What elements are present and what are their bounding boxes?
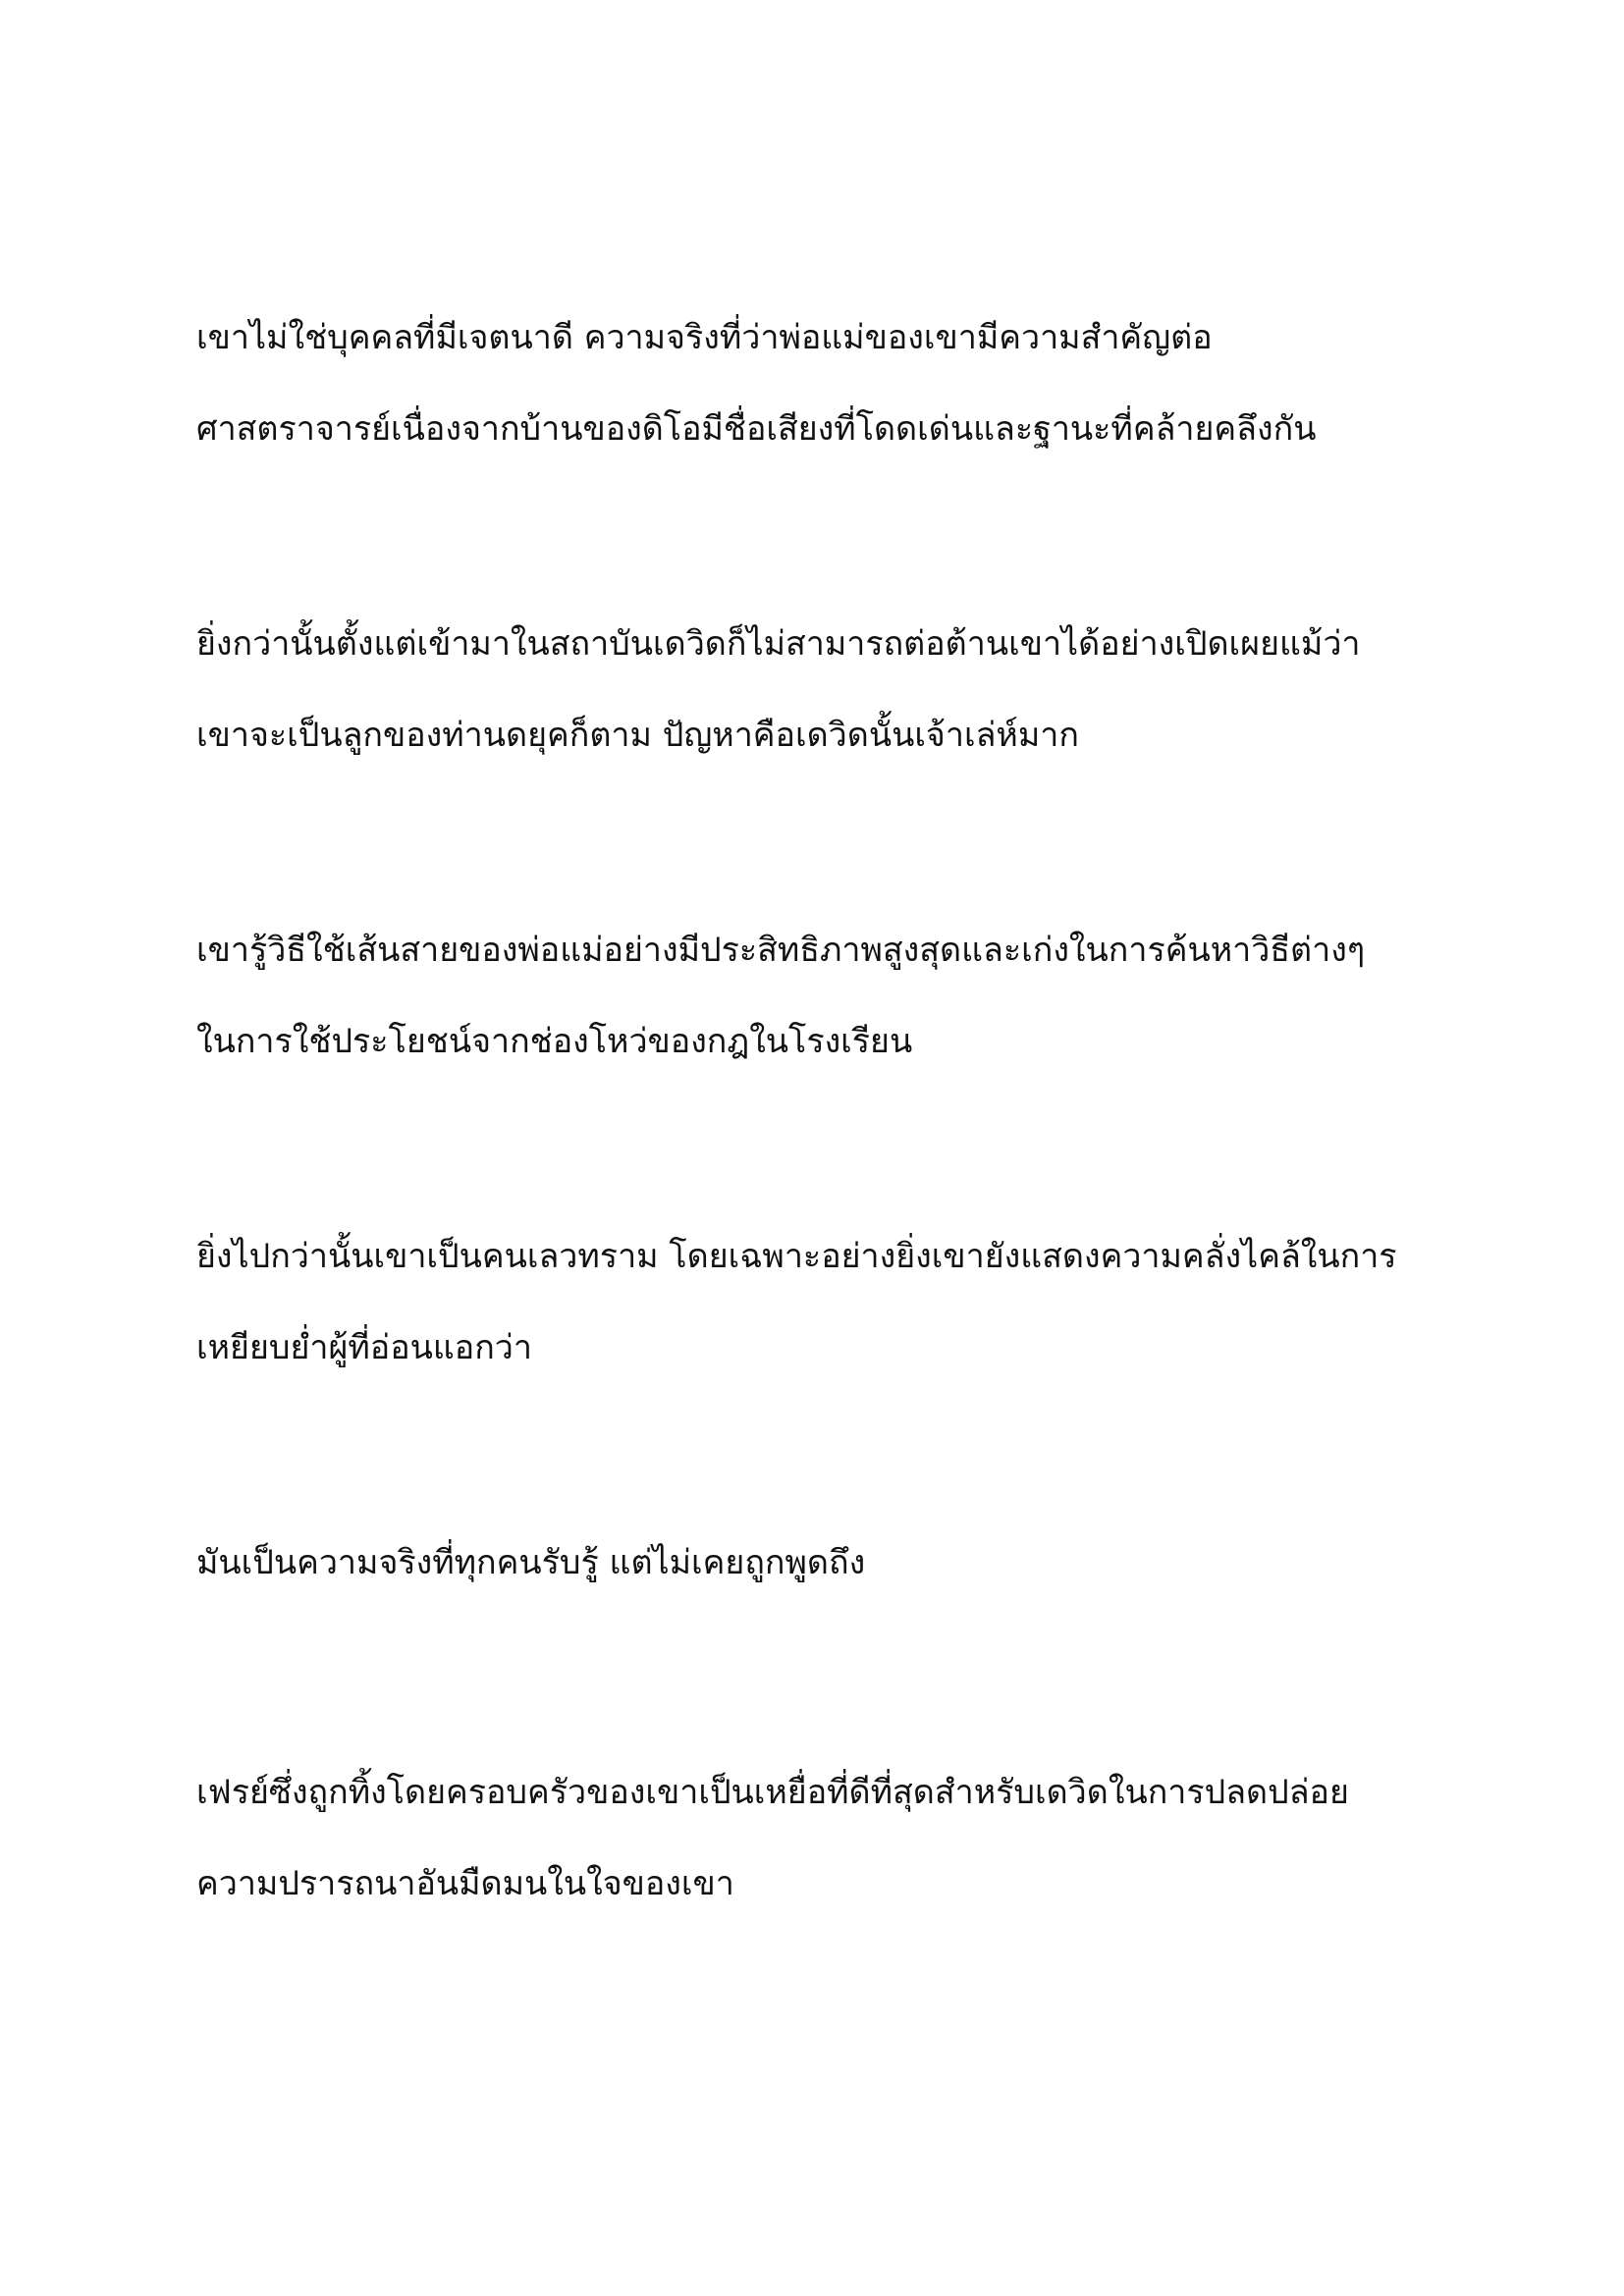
paragraph-3 bbox=[196, 905, 1365, 1088]
paragraph-1 bbox=[196, 293, 1316, 475]
paragraph-2 bbox=[196, 599, 1361, 781]
paragraph-line: ยิ่งกว่านั้นตั้งแต่เข้ามาในสถาบันเดวิดก็ไม่สามารถต่อต้านเขาได้อย่างเปิดเผยแม้ว่า bbox=[196, 624, 1361, 664]
paragraph-line: ศาสตราจารย์เนื่องจากบ้านของดิโอมีชื่อเสียงที่โดดเด่นและฐานะที่คล้ายคลึงกัน bbox=[196, 409, 1317, 449]
paragraph-line: ยิ่งไปกว่านั้นเขาเป็นคนเลวทราม โดยเฉพาะอย่างยิ่งเขายังแสดงความคลั่งไคล้ในการ bbox=[196, 1237, 1397, 1276]
paragraph-line: เฟรย์ซึ่งถูกทิ้งโดยครอบครัวของเขาเป็นเหยื่อที่ดีที่สุดสำหรับเดวิดในการปลดปล่อย bbox=[196, 1773, 1349, 1812]
paragraph-line: ในการใช้ประโยชน์จากช่องโหว่ของกฎในโรงเรียน bbox=[196, 1022, 913, 1061]
paragraph-line: มันเป็นความจริงที่ทุกคนรับรู้ แต่ไม่เคยถูกพูดถึง bbox=[196, 1543, 866, 1582]
paragraph-line: เขาจะเป็นลูกของท่านดยุคก็ตาม ปัญหาคือเดวิดนั้นเจ้าเล่ห์มาก bbox=[196, 716, 1079, 755]
paragraph-line: เขาไม่ใช่บุคคลที่มีเจตนาดี ความจริงที่ว่าพ่อแม่ของเขามีความสำคัญต่อ bbox=[196, 318, 1213, 357]
paragraph-6 bbox=[196, 1747, 1349, 1930]
paragraph-4 bbox=[196, 1211, 1397, 1394]
paragraph-5 bbox=[196, 1518, 865, 1609]
paragraph-line: ความปรารถนาอันมืดมนในใจของเขา bbox=[196, 1864, 734, 1903]
paragraph-line: เหยียบย่ำผู้ที่อ่อนแอกว่า bbox=[196, 1328, 532, 1367]
paragraph-line: เขารู้วิธีใช้เส้นสายของพ่อแม่อย่างมีประสิทธิภาพสูงสุดและเก่งในการค้นหาวิธีต่างๆ bbox=[196, 931, 1366, 970]
